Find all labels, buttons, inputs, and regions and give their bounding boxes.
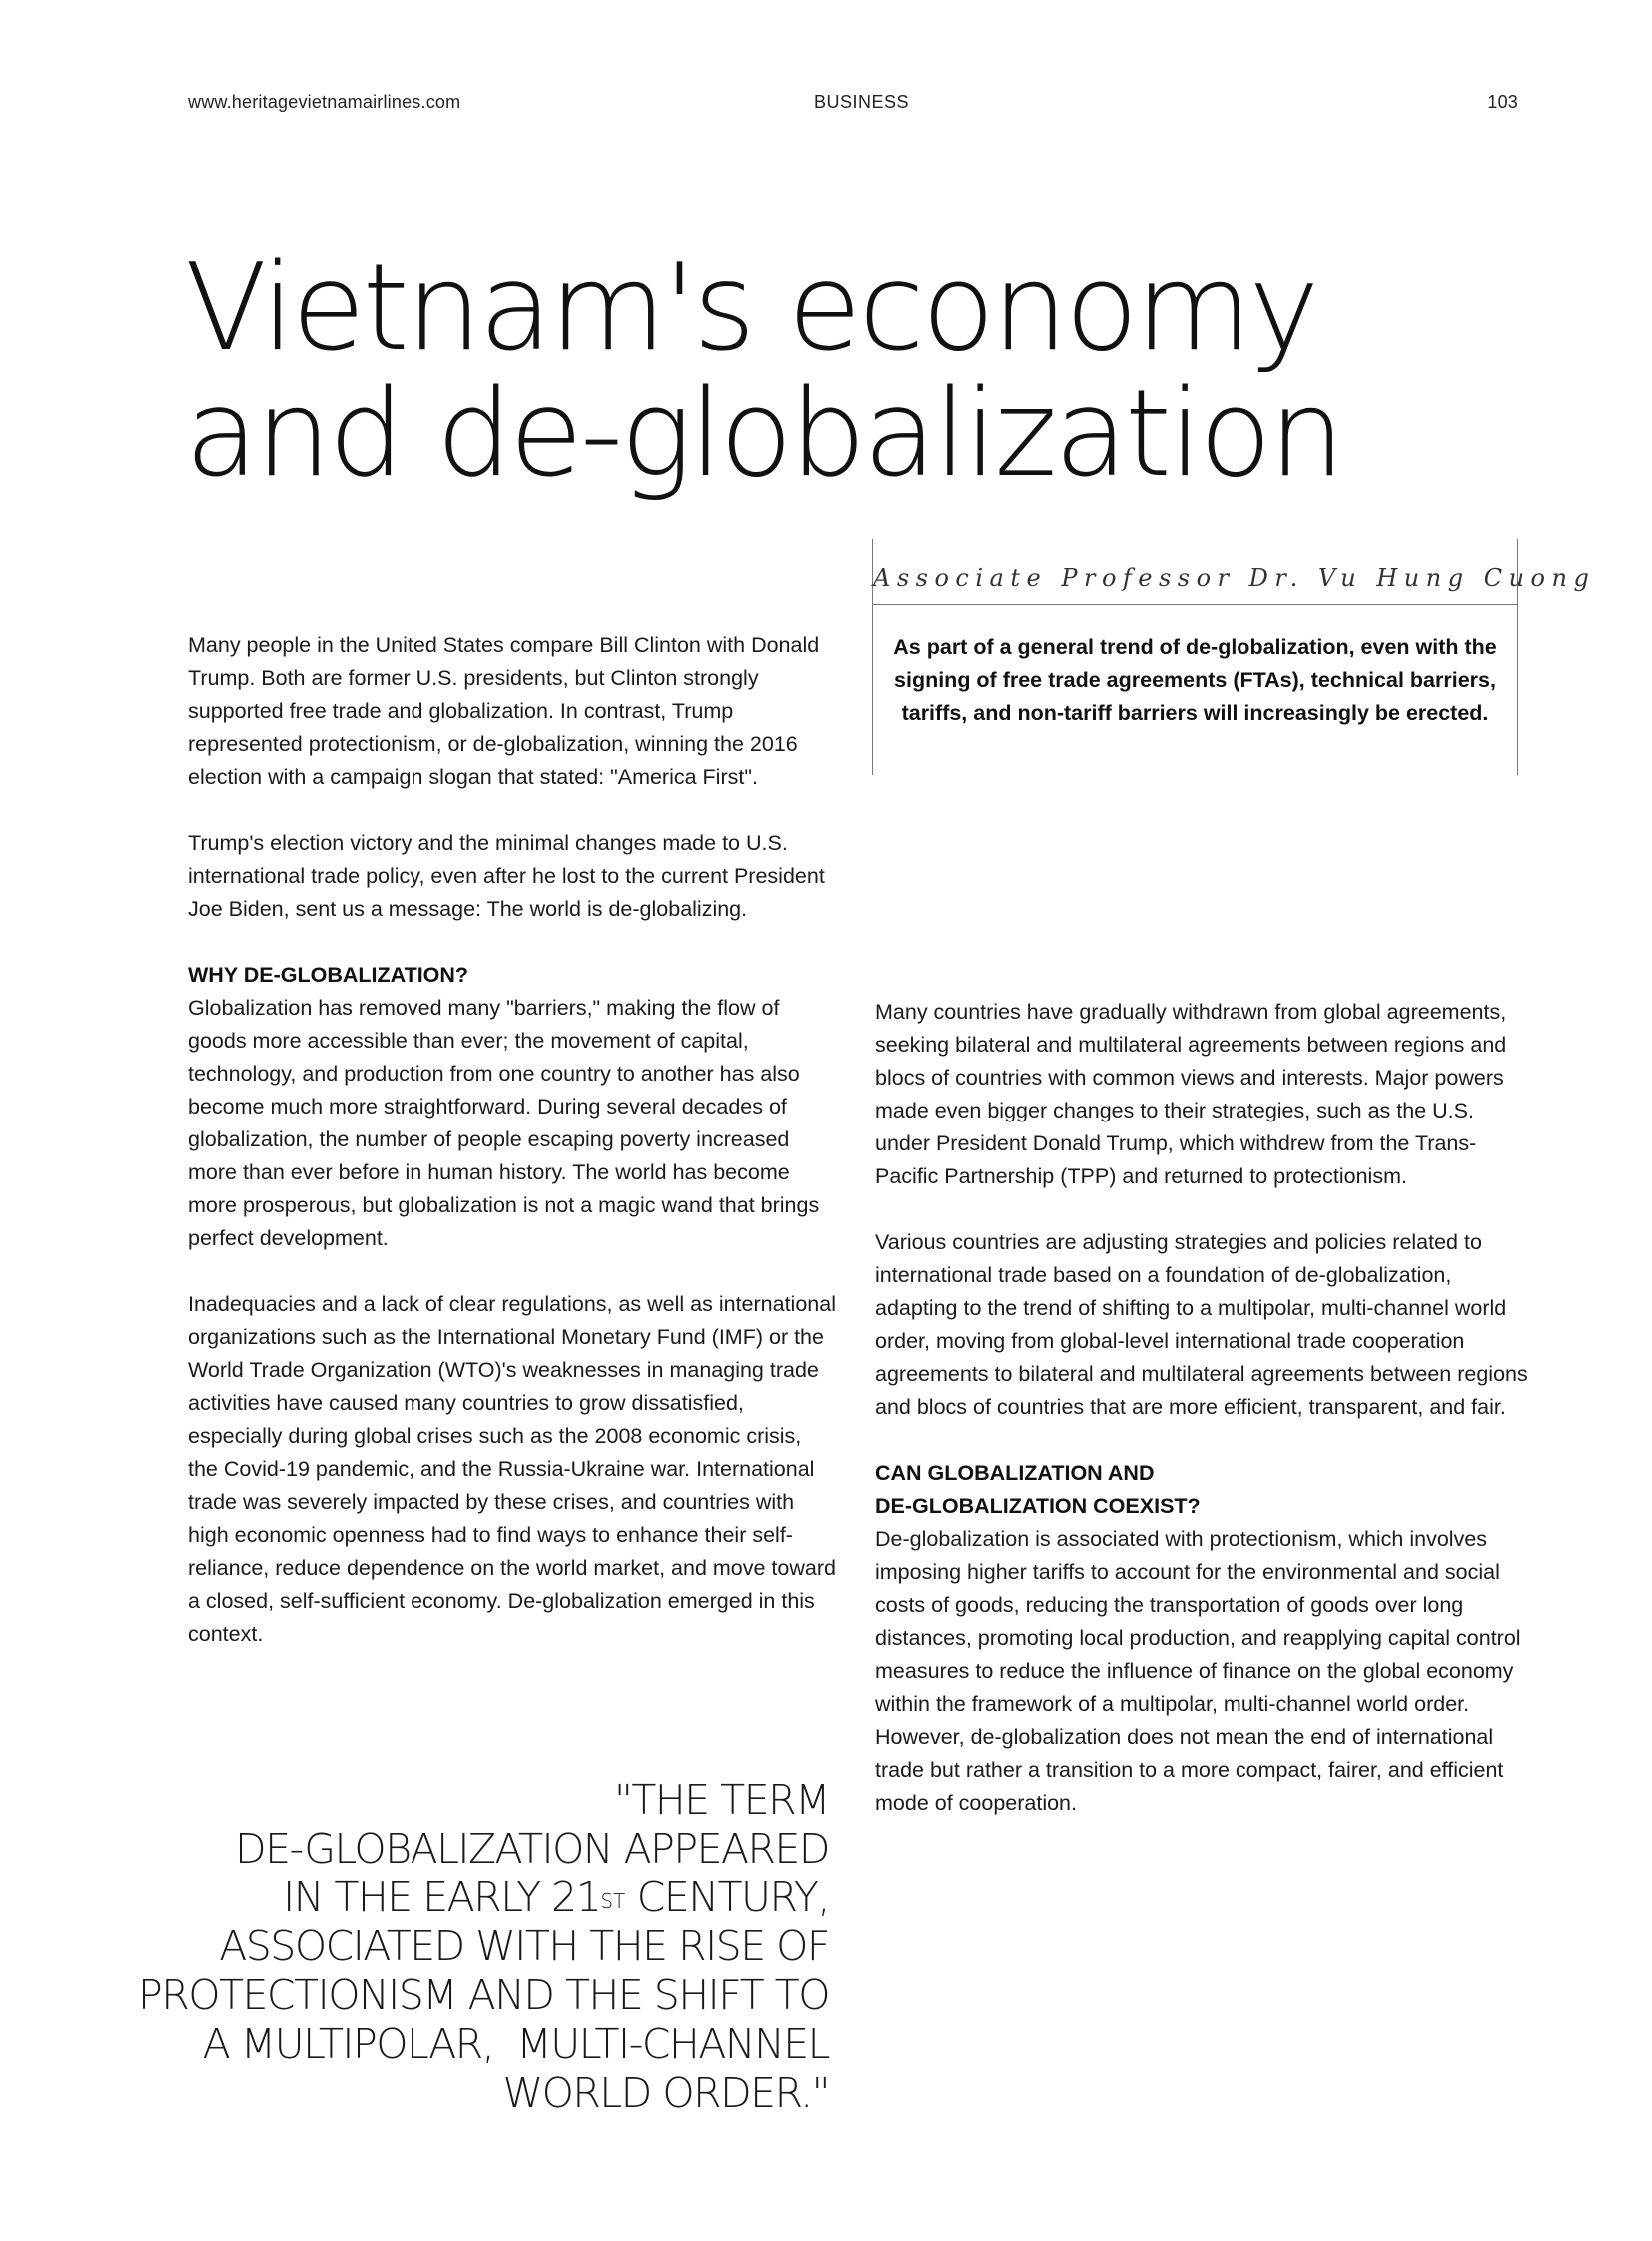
paragraph: Inadequacies and a lack of clear regulations, as well as international organizations such as the International Monetary Fund (IMF) or the World Trade Organization (WTO)'s weaknesses in managing trade activities have caused many countries to grow dissatisfied, especially during global crises such as the 2008 economic crisis, the Covid-19 pandemic, and the Russia-Ukraine war. International trade was severely impacted by these crises, and countries with high economic openness had to find ways to enhance their self-reliance, reduce dependence on the world market, and move toward a closed, self-sufficient economy. De-globalization emerged in this context.	[188, 1292, 836, 1646]
title-line-1: Vietnam's economy	[185, 239, 1317, 377]
paragraph: Many people in the United States compare Bill Clinton with Donald Trump. Both are former U.S. presidents, but Clinton strongly supported free trade and globalization. In contrast, Trump represented protectionism, or de-globalization, winning the 2016 election with a campaign slogan that stated: "America First".	[188, 633, 820, 789]
paragraph: Globalization has removed many "barriers," making the flow of goods more accessible than ever; the movement of capital, technology, and production from one country to another has also become much more straightforward. During several decades of globalization, the number of people escaping poverty increased more than ever before in human history. The world has become more prosperous, but globalization is not a magic wand that brings perfect development.	[188, 996, 820, 1250]
section-heading: CAN GLOBALIZATION AND	[875, 1461, 1155, 1485]
author-highlight-box	[872, 539, 1596, 775]
pull-quote-line: PROTECTIONISM AND THE SHIFT TO	[138, 1971, 829, 2019]
pull-quote-text: IN THE EARLY 21	[283, 1873, 601, 1921]
article-highlight: As part of a general trend of de-globalization, even with the signing of free trade agreements (FTAs), technical barriers, tariffs, and non-tariff barriers will increasingly be erected.	[893, 635, 1497, 725]
pull-quote-text: CENTURY,	[625, 1873, 829, 1921]
pull-quote-line	[130, 1873, 829, 1922]
author-divider	[873, 604, 1517, 605]
left-column	[188, 629, 837, 1651]
pull-quote-line: "THE TERM	[614, 1776, 829, 1824]
pull-quote-line: DE-GLOBALIZATION APPEARED	[235, 1825, 829, 1872]
paragraph: Many countries have gradually withdrawn from global agreements, seeking bilateral and multilateral agreements between regions and blocs of countries with common views and interests. Major powers made even bigger changes to their strategies, such as the U.S. under President Donald Trump, which withdrew from the Trans-Pacific Partnership (TPP) and returned to protectionism.	[875, 1000, 1507, 1188]
pull-quote-superscript: ST	[600, 1889, 626, 1913]
paragraph: De-globalization is associated with protectionism, which involves imposing higher tariffs to account for the environmental and social costs of goods, reducing the transportation of goods over long distances, promoting local production, and reapplying capital control measures to reduce the influence of finance on the global economy within the framework of a multipolar, multi-channel world order. However, de-globalization does not mean the end of international trade but rather a transition to a more compact, fairer, and efficient mode of cooperation.	[875, 1527, 1521, 1815]
page-number: 103	[1487, 92, 1518, 112]
pull-quote-line: ASSOCIATED WITH THE RISE OF	[219, 1922, 829, 1970]
paragraph: Trump's election victory and the minimal changes made to U.S. international trade policy, even after he lost to the current President Joe Biden, sent us a message: The world is de-globalizing.	[188, 831, 825, 921]
right-column	[875, 996, 1534, 1820]
pull-quote	[130, 1776, 829, 2118]
paragraph: Various countries are adjusting strategies and policies related to international trade based on a foundation of de-globalization, adapting to the trend of shifting to a multipolar, multi-channel world order, moving from global-level international trade cooperation agreements to bilateral and multilateral agreements between regions and blocs of countries that are more efficient, transparent, and fair.	[875, 1230, 1528, 1419]
pull-quote-line: A MULTIPOLAR, MULTI-CHANNEL	[202, 2020, 829, 2068]
article-title	[185, 239, 1483, 504]
title-line-2: and de-globalization	[185, 366, 1342, 504]
header-url: www.heritagevietnamairlines.com	[188, 92, 461, 112]
section-heading: DE-GLOBALIZATION COEXIST?	[875, 1494, 1201, 1518]
author-byline: Associate Professor Dr. Vu Hung Cuong	[873, 564, 1596, 592]
section-heading: WHY DE-GLOBALIZATION?	[188, 963, 469, 987]
header-section: BUSINESS	[814, 92, 910, 112]
pull-quote-line: WORLD ORDER."	[502, 2069, 829, 2117]
